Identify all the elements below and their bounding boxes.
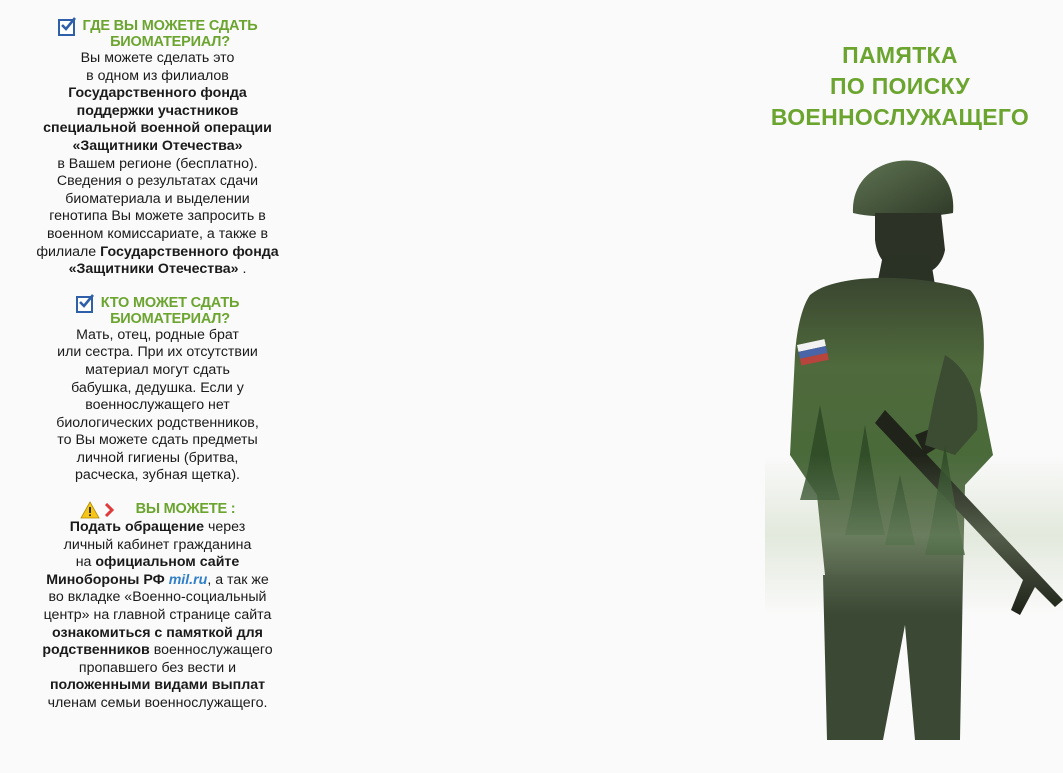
text-segment: биологических родственников, [56,414,259,431]
text-line [20,677,295,695]
text-segment: Мать, отец, родные брат [76,326,239,343]
text-segment: на [75,554,96,571]
text-segment: личный кабинет гражданина [63,536,252,553]
warning-triangle-icon [80,501,100,519]
text-line [20,432,295,450]
text-segment: военном комиссариате, а также в [46,225,269,242]
text-line [20,397,295,415]
text-segment: филиале [36,243,101,260]
text-line [20,156,295,174]
text-segment: «Защитники Отечества» [72,137,243,154]
text-segment: Сведения о результатах сдачи [56,173,259,190]
text-line [20,344,295,362]
text-line [20,572,295,590]
text-line [20,695,295,713]
section-can-body [20,519,295,713]
text-segment: пропавшего без вести и [78,659,237,676]
text-segment: личной гигиены (бритва, [76,449,239,466]
text-line [20,537,295,555]
text-segment: поддержки участников [76,102,239,119]
text-line [20,554,295,572]
section-who [20,295,295,485]
text-segment: Подать обращение [69,519,204,536]
soldier-silhouette-illustration [765,155,1063,740]
text-segment: официальном сайте [95,554,240,571]
text-line [20,450,295,468]
text-segment: военнослужащего [149,642,273,659]
text-line [20,226,295,244]
cover-title-line3: ВОЕННОСЛУЖАЩЕГО [770,104,1030,130]
section-can-title: ВЫ МОЖЕТЕ : [135,501,236,518]
text-segment: Государственного фонда [68,85,247,102]
text-segment: в одном из филиалов [86,67,229,84]
section-where-body [20,50,295,279]
text-line [20,244,295,262]
text-line [20,173,295,191]
text-line [20,467,295,485]
text-line [20,208,295,226]
left-panel [20,18,295,729]
text-line [20,642,295,660]
text-segment: Минобороны РФ [46,571,169,588]
text-segment: «Защитники Отечества» [68,261,239,278]
red-chevron-icon [104,503,114,517]
section-where-heading [20,18,295,50]
text-segment: биоматериала и выделении [65,190,250,207]
text-line [20,660,295,678]
checked-box-icon [58,19,75,36]
cover-panel [755,40,1045,133]
text-line [20,261,295,279]
cover-title [755,40,1045,133]
text-segment: ознакомиться с памяткой для [52,624,263,641]
text-line [20,415,295,433]
section-where-title-line2: БИОМАТЕРИАЛ? [110,34,230,50]
text-segment: в Вашем регионе (бесплатно). [57,155,258,172]
text-line [20,327,295,345]
text-segment: или сестра. При их отсутствии [57,344,258,361]
text-line [20,607,295,625]
text-segment: членам семьи военнослужащего. [47,695,268,711]
section-who-title-line1: КТО МОЖЕТ СДАТЬ [100,294,240,311]
section-who-heading [20,295,295,327]
text-segment: положенными видами выплат [49,677,266,694]
text-line [20,120,295,138]
text-line [20,380,295,398]
text-segment: . [238,261,247,278]
section-can-heading [20,501,295,519]
text-segment: военнослужащего нет [85,397,230,414]
text-line [20,103,295,121]
section-where [20,18,295,279]
text-segment: расческа, зубная щетка). [75,467,240,484]
text-segment: во вкладке «Военно-социальный [48,589,267,606]
text-line [20,85,295,103]
text-segment: Государственного фонда [100,243,279,260]
cover-title-line1: ПАМЯТКА [842,42,958,68]
mil-ru-link[interactable]: mil.ru [168,571,208,588]
text-line [20,68,295,86]
checked-box-icon [76,296,93,313]
cover-title-line2: ПО ПОИСКУ [830,73,970,99]
section-can [20,501,295,713]
text-line [20,519,295,537]
text-line [20,362,295,380]
text-segment: через [204,519,246,536]
text-segment: бабушка, дедушка. Если у [71,379,244,396]
text-line [20,625,295,643]
section-where-title-line1: ГДЕ ВЫ МОЖЕТЕ СДАТЬ [82,18,258,34]
text-segment: генотипа Вы можете запросить в [49,208,266,225]
text-segment: специальной военной операции [43,120,272,137]
text-segment: , а так же [207,571,269,588]
text-segment: Вы можете сделать это [80,50,235,66]
text-segment: то Вы можете сдать предметы [57,432,258,449]
section-who-title-line2: БИОМАТЕРИАЛ? [110,310,230,327]
text-segment: центр» на главной странице сайта [43,607,272,624]
text-line [20,589,295,607]
text-segment: материал могут сдать [85,361,230,378]
text-line [20,138,295,156]
section-who-body [20,327,295,485]
text-segment: родственников [42,642,150,659]
text-line [20,50,295,68]
text-line [20,191,295,209]
